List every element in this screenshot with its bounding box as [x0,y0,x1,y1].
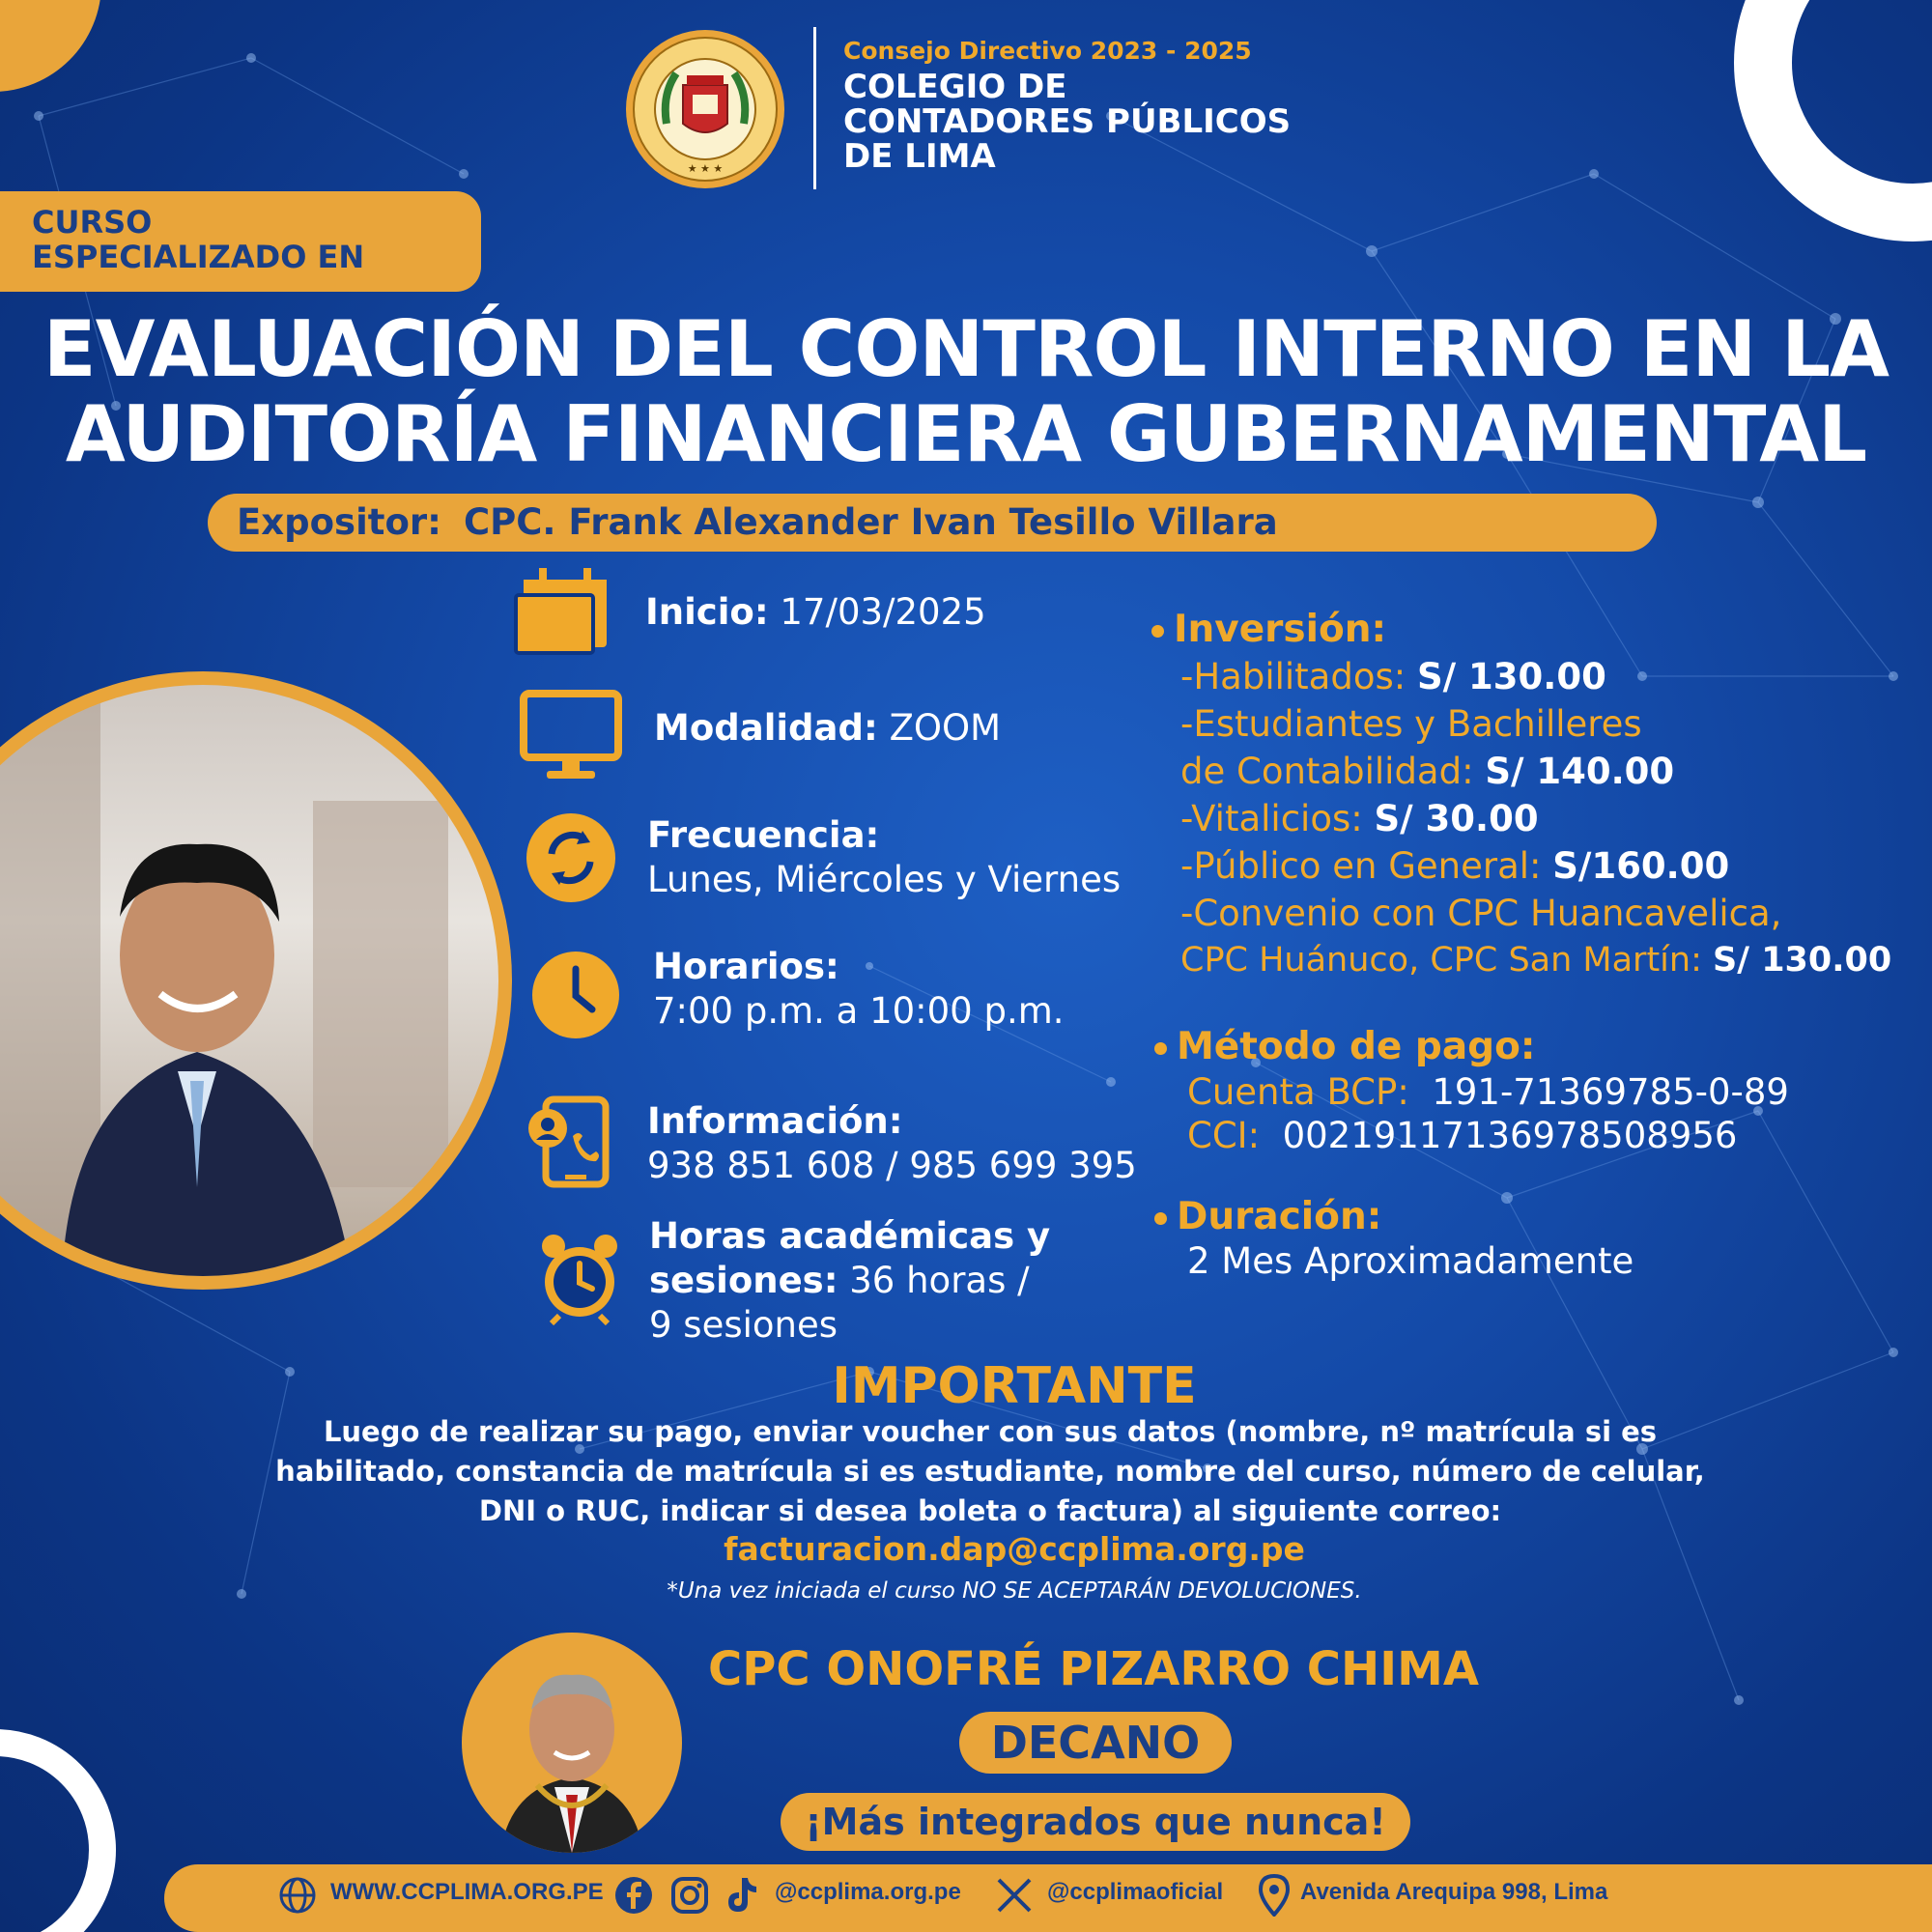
tiktok-icon[interactable] [724,1876,759,1915]
important-line2: habilitado, constancia de matrícula si es estudiante, nombre del curso, número de celular, [275,1455,1705,1488]
horas-value-2: 9 sesiones [649,1304,838,1346]
price-item: -Convenio con CPC Huancavelica, [1180,893,1782,934]
slogan-pill [781,1793,1410,1851]
horas-label-1: Horas académicas y [649,1215,1051,1257]
dean-title-pill [959,1712,1232,1774]
org-name-line2: CONTADORES PÚBLICOS [843,102,1292,141]
horas-value-1: 36 horas / [849,1260,1030,1301]
monitor-icon [520,690,622,782]
org-name-line3: DE LIMA [843,137,996,176]
svg-text:★ ★ ★: ★ ★ ★ [687,162,724,175]
inicio-row [645,591,986,633]
bcp-row [1187,1070,1789,1114]
inicio-label: Inicio: [645,591,769,633]
dean-name: CPC ONOFRÉ PIZARRO CHIMA [708,1642,1479,1696]
org-name-line1: COLEGIO DE [843,68,1067,106]
globe-icon [278,1876,317,1915]
speaker-name: CPC. Frank Alexander Ivan Tesillo Villara [464,501,1278,543]
modalidad-row [654,707,1001,749]
duration-section [1154,1194,1634,1283]
duration-value: 2 Mes Aproximadamente [1187,1240,1634,1282]
modalidad-value: ZOOM [889,707,1002,749]
cci-label: CCI: [1187,1115,1261,1156]
course-tag [0,191,481,292]
price-item: CPC Huánuco, CPC San Martín: S/ 130.00 [1180,941,1892,980]
important-heading: IMPORTANTE [832,1357,1197,1415]
clock-icon [530,950,621,1040]
cci-value: 00219117136978508956 [1282,1115,1738,1156]
refund-note: *Una vez iniciada el curso NO SE ACEPTARÁN DEVOLUCIONES. [667,1578,1362,1604]
council-text: Consejo Directivo 2023 - 2025 [843,37,1252,65]
course-tag-line1: CURSO [32,204,153,241]
ccpl-seal [623,27,787,191]
modalidad-label: Modalidad: [654,707,878,749]
frecuencia-block [647,813,1121,902]
refresh-icon [525,811,617,904]
course-tag-line2: ESPECIALIZADO EN [32,239,365,275]
investment-section [1151,607,1891,984]
investment-heading: Inversión: [1174,608,1387,651]
org-name [843,70,1291,174]
slogan: ¡Más integrados que nunca! [805,1801,1386,1843]
header-divider [813,27,816,189]
instagram-icon[interactable] [670,1876,709,1915]
inicio-value: 17/03/2025 [780,591,986,633]
horas-label-2: sesiones: [649,1260,838,1301]
speaker-label: Expositor: [237,501,441,543]
address: Avenida Arequipa 998, Lima [1300,1879,1608,1905]
social-handle[interactable]: @ccplima.org.pe [775,1879,961,1905]
important-text [193,1412,1787,1531]
bcp-value: 191-71369785-0-89 [1432,1071,1789,1113]
calendar-icon [514,566,620,659]
x-handle[interactable]: @ccplimaoficial [1047,1879,1224,1905]
price-item: -Vitalicios: S/ 30.00 [1180,798,1539,839]
website-link[interactable]: WWW.CCPLIMA.ORG.PE [330,1879,604,1905]
course-title-line1: EVALUACIÓN DEL CONTROL INTERNO EN LA [43,304,1889,394]
price-item: -Estudiantes y Bachilleres [1180,703,1642,745]
price-item: -Público en General: S/160.00 [1180,845,1730,887]
payment-section [1154,1024,1789,1157]
price-item: -Habilitados: S/ 130.00 [1180,656,1606,697]
horas-block [649,1214,1050,1348]
dean-photo [462,1633,682,1853]
payment-bullet [1154,1042,1167,1055]
cci-row [1187,1114,1789,1157]
contact-phone-icon [525,1094,621,1190]
course-title-line2: AUDITORÍA FINANCIERA GUBERNAMENTAL [65,389,1867,479]
important-line3: DNI o RUC, indicar si desea boleta o factura) al siguiente correo: [478,1494,1502,1527]
facebook-icon[interactable] [614,1876,653,1915]
bcp-label: Cuenta BCP: [1187,1071,1409,1113]
duration-bullet [1154,1212,1167,1225]
alarm-clock-icon [536,1229,623,1325]
important-line1: Luego de realizar su pago, enviar voucher con sus datos (nombre, nº matrícula si es [323,1415,1658,1448]
location-pin-icon [1258,1874,1291,1917]
frecuencia-label: Frecuencia: [647,814,880,856]
course-title [0,304,1932,479]
informacion-label: Información: [647,1100,903,1142]
informacion-value: 938 851 608 / 985 699 395 [647,1145,1137,1186]
frecuencia-value: Lunes, Miércoles y Viernes [647,859,1122,900]
informacion-block [647,1099,1137,1188]
x-icon[interactable] [995,1876,1034,1915]
billing-email-link[interactable]: facturacion.dap@ccplima.org.pe [724,1530,1305,1568]
investment-bullet [1151,625,1164,638]
horarios-value: 7:00 p.m. a 10:00 p.m. [653,990,1065,1032]
dean-title: DECANO [990,1717,1201,1769]
horarios-block [653,945,1065,1034]
price-item: de Contabilidad: S/ 140.00 [1180,751,1675,792]
horarios-label: Horarios: [653,946,839,987]
payment-heading: Método de pago: [1177,1025,1536,1068]
duration-heading: Duración: [1177,1195,1382,1238]
speaker-bar [208,494,1657,552]
